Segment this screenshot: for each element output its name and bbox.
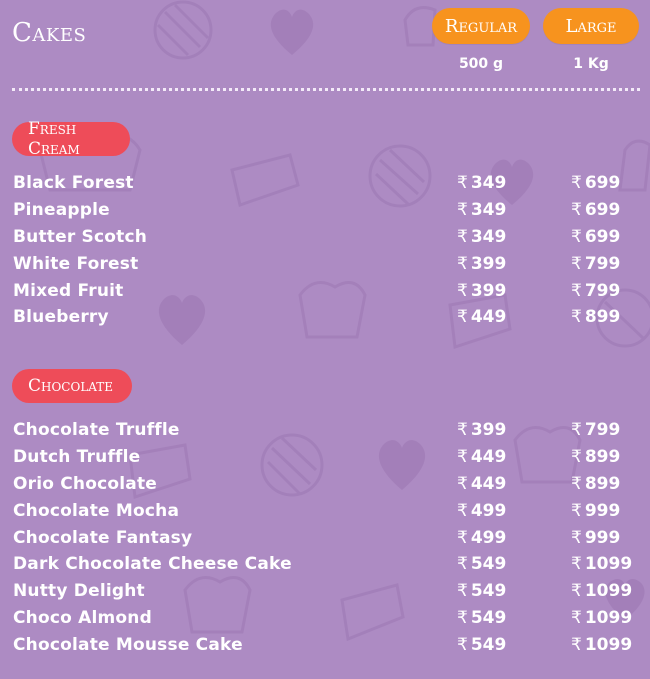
price-regular (457, 307, 506, 327)
price-regular (457, 635, 506, 655)
price-value: 449 (470, 446, 507, 467)
price-large (571, 200, 620, 220)
menu-list-chocolate (0, 420, 650, 662)
menu-item-row (0, 474, 650, 501)
price-regular (457, 608, 506, 628)
price-large (571, 501, 620, 521)
price-value: 549 (470, 608, 507, 629)
rupee-icon: ₹ (457, 199, 468, 220)
price-value: 1099 (584, 581, 633, 602)
menu-item-name: Blueberry (13, 307, 109, 328)
rupee-icon: ₹ (457, 253, 468, 274)
size-weight-large: 1 Kg (573, 56, 609, 72)
size-label-regular: Regular (432, 8, 530, 44)
price-value: 1099 (584, 608, 633, 629)
rupee-icon: ₹ (571, 446, 582, 467)
rupee-icon: ₹ (571, 500, 582, 521)
rupee-icon: ₹ (571, 635, 582, 656)
rupee-icon: ₹ (457, 473, 468, 494)
size-label-large: Large (543, 8, 639, 44)
menu-item-name: Nutty Delight (13, 581, 145, 602)
menu-item-name: Pineapple (13, 199, 110, 220)
rupee-icon: ₹ (571, 473, 582, 494)
rupee-icon: ₹ (457, 527, 468, 548)
price-value: 899 (584, 307, 621, 328)
menu-item-name: Dutch Truffle (13, 446, 141, 467)
price-value: 349 (470, 226, 507, 247)
price-regular (457, 227, 506, 247)
rupee-icon: ₹ (571, 307, 582, 328)
price-large (571, 173, 620, 193)
menu-item-row (0, 254, 650, 281)
price-large (571, 554, 632, 574)
price-large (571, 474, 620, 494)
menu-list-fresh-cream (0, 173, 650, 334)
price-regular (457, 420, 506, 440)
price-value: 399 (470, 420, 507, 440)
price-large (571, 254, 620, 274)
menu-item-name: Chocolate Mousse Cake (13, 635, 243, 656)
price-value: 699 (584, 173, 621, 193)
price-large (571, 581, 632, 601)
menu-item-row (0, 608, 650, 635)
rupee-icon: ₹ (457, 226, 468, 247)
price-value: 999 (584, 500, 621, 521)
rupee-icon: ₹ (457, 280, 468, 301)
price-value: 549 (470, 635, 507, 656)
menu-item-row (0, 447, 650, 474)
rupee-icon: ₹ (571, 608, 582, 629)
price-value: 399 (470, 253, 507, 274)
price-regular (457, 254, 506, 274)
price-large (571, 227, 620, 247)
price-value: 349 (470, 199, 507, 220)
price-value: 799 (584, 420, 621, 440)
price-regular (457, 581, 506, 601)
menu-item-row (0, 227, 650, 254)
price-large (571, 608, 632, 628)
dotted-divider (12, 88, 640, 91)
price-value: 699 (584, 226, 621, 247)
rupee-icon: ₹ (571, 253, 582, 274)
menu-item-name: Choco Almond (13, 608, 152, 629)
rupee-icon: ₹ (457, 307, 468, 328)
price-regular (457, 528, 506, 548)
menu-item-row (0, 200, 650, 227)
menu-item-row (0, 501, 650, 528)
price-value: 899 (584, 446, 621, 467)
price-regular (457, 501, 506, 521)
menu-item-name: Black Forest (13, 173, 134, 193)
price-large (571, 420, 620, 440)
rupee-icon: ₹ (457, 635, 468, 656)
menu-item-name: Butter Scotch (13, 226, 148, 247)
menu-title: Cakes (12, 18, 87, 48)
price-value: 1099 (584, 554, 633, 575)
menu-item-row (0, 581, 650, 608)
price-value: 499 (470, 500, 507, 521)
price-value: 499 (470, 527, 507, 548)
menu-item-name: Chocolate Mocha (13, 500, 180, 521)
rupee-icon: ₹ (571, 581, 582, 602)
price-value: 999 (584, 527, 621, 548)
price-large (571, 635, 632, 655)
price-value: 1099 (584, 635, 633, 656)
menu-item-row (0, 281, 650, 308)
menu-item-name: Mixed Fruit (13, 280, 124, 301)
rupee-icon: ₹ (457, 420, 468, 440)
price-regular (457, 173, 506, 193)
rupee-icon: ₹ (571, 554, 582, 575)
rupee-icon: ₹ (457, 554, 468, 575)
price-value: 449 (470, 307, 507, 328)
size-weight-regular: 500 g (458, 56, 504, 72)
price-value: 399 (470, 280, 507, 301)
price-value: 549 (470, 581, 507, 602)
price-value: 549 (470, 554, 507, 575)
menu-item-row (0, 528, 650, 555)
price-value: 799 (584, 280, 621, 301)
rupee-icon: ₹ (457, 173, 468, 193)
price-regular (457, 281, 506, 301)
price-value: 899 (584, 473, 621, 494)
menu-item-name: White Forest (13, 253, 139, 274)
rupee-icon: ₹ (571, 280, 582, 301)
price-value: 799 (584, 253, 621, 274)
price-value: 699 (584, 199, 621, 220)
rupee-icon: ₹ (571, 527, 582, 548)
menu-item-row (0, 554, 650, 581)
price-regular (457, 554, 506, 574)
section-tag-fresh-cream: Fresh Cream (12, 122, 130, 156)
section-tag-chocolate: Chocolate (12, 369, 132, 403)
price-large (571, 528, 620, 548)
menu-item-row (0, 420, 650, 447)
menu-item-row (0, 307, 650, 334)
menu-item-row (0, 173, 650, 200)
rupee-icon: ₹ (571, 226, 582, 247)
price-large (571, 447, 620, 467)
rupee-icon: ₹ (457, 446, 468, 467)
price-regular (457, 474, 506, 494)
menu-item-name: Chocolate Fantasy (13, 527, 193, 548)
rupee-icon: ₹ (571, 199, 582, 220)
rupee-icon: ₹ (457, 608, 468, 629)
price-regular (457, 447, 506, 467)
rupee-icon: ₹ (457, 581, 468, 602)
price-large (571, 307, 620, 327)
price-value: 449 (470, 473, 507, 494)
price-value: 349 (470, 173, 507, 193)
menu-item-row (0, 635, 650, 662)
price-large (571, 281, 620, 301)
menu-item-name: Chocolate Truffle (13, 420, 180, 440)
rupee-icon: ₹ (457, 500, 468, 521)
menu-item-name: Orio Chocolate (13, 473, 158, 494)
rupee-icon: ₹ (571, 420, 582, 440)
rupee-icon: ₹ (571, 173, 582, 193)
menu-item-name: Dark Chocolate Cheese Cake (13, 554, 292, 575)
price-regular (457, 200, 506, 220)
